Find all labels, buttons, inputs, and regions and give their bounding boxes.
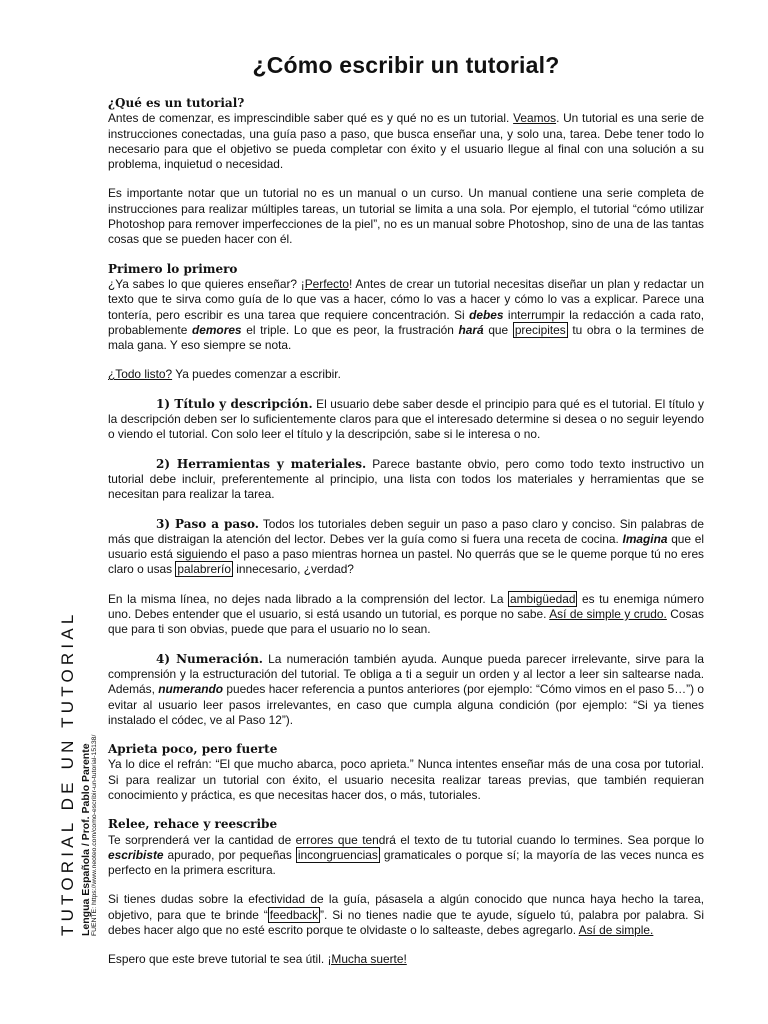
boxed-word: precipites (514, 322, 566, 337)
section-heading-primero: Primero lo primero (108, 261, 238, 276)
text: Todos los tutoriales deben seguir un paso a paso claro y conciso. Sin palabras de más que distraigan la atención del lector. Debes ver la guía como si fuera una receta de cocina. (108, 516, 704, 546)
text: Parece bastante obvio, pero como todo texto instructivo un tutorial debe incluir, preferentemente al principio, una lista con todos los materiales y herramientas que se necesitan para realizar la tarea. (108, 456, 704, 502)
sidebar-source: FUENTE: https://www.neoteo.com/como-escribir-un-tutorial-15138/ (91, 734, 98, 936)
paragraph-aprieta: Ya lo dice el refrán: “El que mucho abarca, poco aprieta.” Nunca intentes enseñar más de una cosa por tutorial. Si para realizar un tutorial con éxito, el usuario necesita realizar tareas previas, que también requieran conocimiento y práctica, es que necesitas hacer dos, o más, tutoriales. (108, 757, 704, 802)
paragraph-feedback (108, 892, 704, 938)
link-mucha-suerte[interactable]: ¡Mucha suerte! (327, 952, 407, 967)
paragraph-plan (108, 277, 704, 353)
step-heading: 1) Título y descripción. (156, 396, 313, 411)
section-heading-que-es: ¿Qué es un tutorial? (108, 96, 245, 110)
text: ”. Si no tienes nadie que te ayude, síguelo tú, palabra por palabra. Si debes hacer algo que no esté escrito porque te olvidaste o lo salteaste, debes agregarlo. (108, 907, 705, 938)
text: La numeración también ayuda. Aunque pueda parecer irrelevante, sirve para la comprensión y la estructuración del tutorial. Te obliga a ti a seguir un orden y al lector a leer sin saltearse nada. Además, (108, 651, 704, 697)
emphasis: escribiste (108, 847, 164, 862)
text: En la misma línea, no dejes nada librado a la comprensión del lector. La (108, 591, 508, 606)
document-body (108, 96, 704, 968)
paragraph-definition (108, 111, 704, 172)
boxed-word: palabrerío (177, 562, 231, 577)
emphasis: demores (191, 322, 242, 337)
text: que el usuario está siguiendo el paso a paso mientras hornea un pastel. No querrás que se le queme porque tú no eres claro o usas (108, 531, 705, 577)
boxed-word: incongruencias (297, 847, 378, 862)
text: ¿Ya sabes lo que quieres enseñar? ¡ (108, 276, 305, 291)
boxed-word: ambigüedad (509, 591, 576, 606)
text: Antes de comenzar, es imprescindible saber qué es y qué no es un tutorial. (108, 111, 514, 126)
link-veamos[interactable]: Veamos (513, 111, 557, 126)
step-heading: 3) Paso a paso. (156, 516, 259, 531)
text: ! Antes de crear un tutorial necesitas diseñar un plan y redactar un texto que te sirva como guía de lo que vas a hacer, cómo lo vas a hacer y cómo lo vas a explicar. Parece una tontería, pero escribir es una tarea que requiere concentración. Si (108, 276, 704, 322)
text: innecesario, ¿verdad? (232, 562, 354, 577)
text: Si tienes dudas sobre la efectividad de la guía, pásasela a algún conocido que nunca haya hecho la tarea, objetivo, para que te brinde “ (108, 892, 704, 922)
sidebar-main-title: TUTORIAL DE UN TUTORIAL (58, 610, 77, 936)
sidebar-author: Lengua Española / Prof. Pablo Parente (80, 743, 92, 936)
section-heading-relee: Relee, rehace y reescribe (108, 817, 278, 832)
paragraph-ready (108, 367, 704, 382)
text: Te sorprenderá ver la cantidad de errores que tendrá el texto de tu tutorial cuando lo termines. Sea porque lo (108, 832, 704, 847)
emphasis: debes (469, 307, 504, 322)
link-asi-de-simple[interactable]: Así de simple. (578, 923, 654, 938)
link-todo-listo[interactable]: ¿Todo listo? (108, 367, 173, 382)
paragraph-errores (108, 833, 704, 879)
emphasis: Imagina (622, 531, 668, 546)
text: apurado, por pequeñas (163, 847, 296, 862)
step-3 (108, 517, 704, 578)
step-heading: 2) Herramientas y materiales. (156, 456, 367, 471)
text: que (483, 322, 513, 337)
step-4 (108, 652, 704, 728)
text: . Un tutorial es una serie de instrucciones conectadas, una guía paso a paso, que busca enseñar una, y solo una, tarea. Debe tener todo lo necesario para que el objetivo se pueda completar con éxito y el usuario llegue al final con una solución a su problema, inquietud o necesidad. (108, 111, 704, 172)
paragraph-ambiguedad (108, 592, 704, 638)
text: es tu enemiga número uno. Debes entender que el usuario, si está usando un tutorial, es porque no sabe. (108, 591, 704, 622)
text: Ya puedes comenzar a escribir. (172, 367, 341, 382)
text: interrumpir la redacción a cada rato, probablemente (108, 307, 704, 337)
step-heading: 4) Numeración. (156, 651, 263, 666)
text: Espero que este breve tutorial te sea útil. (108, 952, 328, 967)
step-1 (108, 397, 704, 443)
page-title: ¿Cómo escribir un tutorial? (252, 52, 560, 78)
text: el triple. Lo que es peor, la frustración (241, 322, 459, 337)
emphasis: hará (458, 322, 484, 337)
section-heading-aprieta: Aprieta poco, pero fuerte (108, 742, 278, 757)
boxed-word: feedback (269, 907, 319, 922)
text: Cosas que para ti son obvias, puede que para el usuario no lo sean. (108, 607, 704, 637)
link-perfecto[interactable]: Perfecto (304, 276, 350, 291)
text: gramaticales o porque sí; la mayoría de las veces nunca es perfecto en la primera escritura. (108, 847, 704, 878)
text: tu obra o la termines de mala gana. Y eso siempre se nota. (108, 322, 704, 353)
paragraph-closing (108, 952, 704, 967)
emphasis: numerando (158, 682, 224, 697)
step-2 (108, 457, 704, 503)
link-asi-de-simple-y-crudo[interactable]: Así de simple y crudo. (549, 607, 667, 622)
paragraph-manual-vs-tutorial: Es importante notar que un tutorial no es un manual o un curso. Un manual contiene una serie completa de instrucciones para realizar múltiples tareas, un tutorial se limita a una sola. Por ejemplo, el tutorial “cómo utilizar Photoshop para remover imperfecciones de la piel”, no es un manual sobre Photoshop, sino de una de las tantas cosas que se pueden hacer con él. (108, 186, 704, 247)
text: puedes hacer referencia a puntos anteriores (por ejemplo: “Cómo vimos en el paso 5…”) o evitar al usuario leer pasos irrelevantes, en caso que cumpla alguna condición (por ejemplo: “Si ya tienes instalado el códec, ve al Paso 12”). (108, 682, 704, 727)
text: El usuario debe saber desde el principio para qué es el tutorial. El título y la descripción deben ser lo suficientemente claros para que el interesado determine si desea o no seguir leyendo o viendo el tutorial. Con solo leer el título y la descripción, sabe si le interesa o no. (108, 396, 704, 442)
